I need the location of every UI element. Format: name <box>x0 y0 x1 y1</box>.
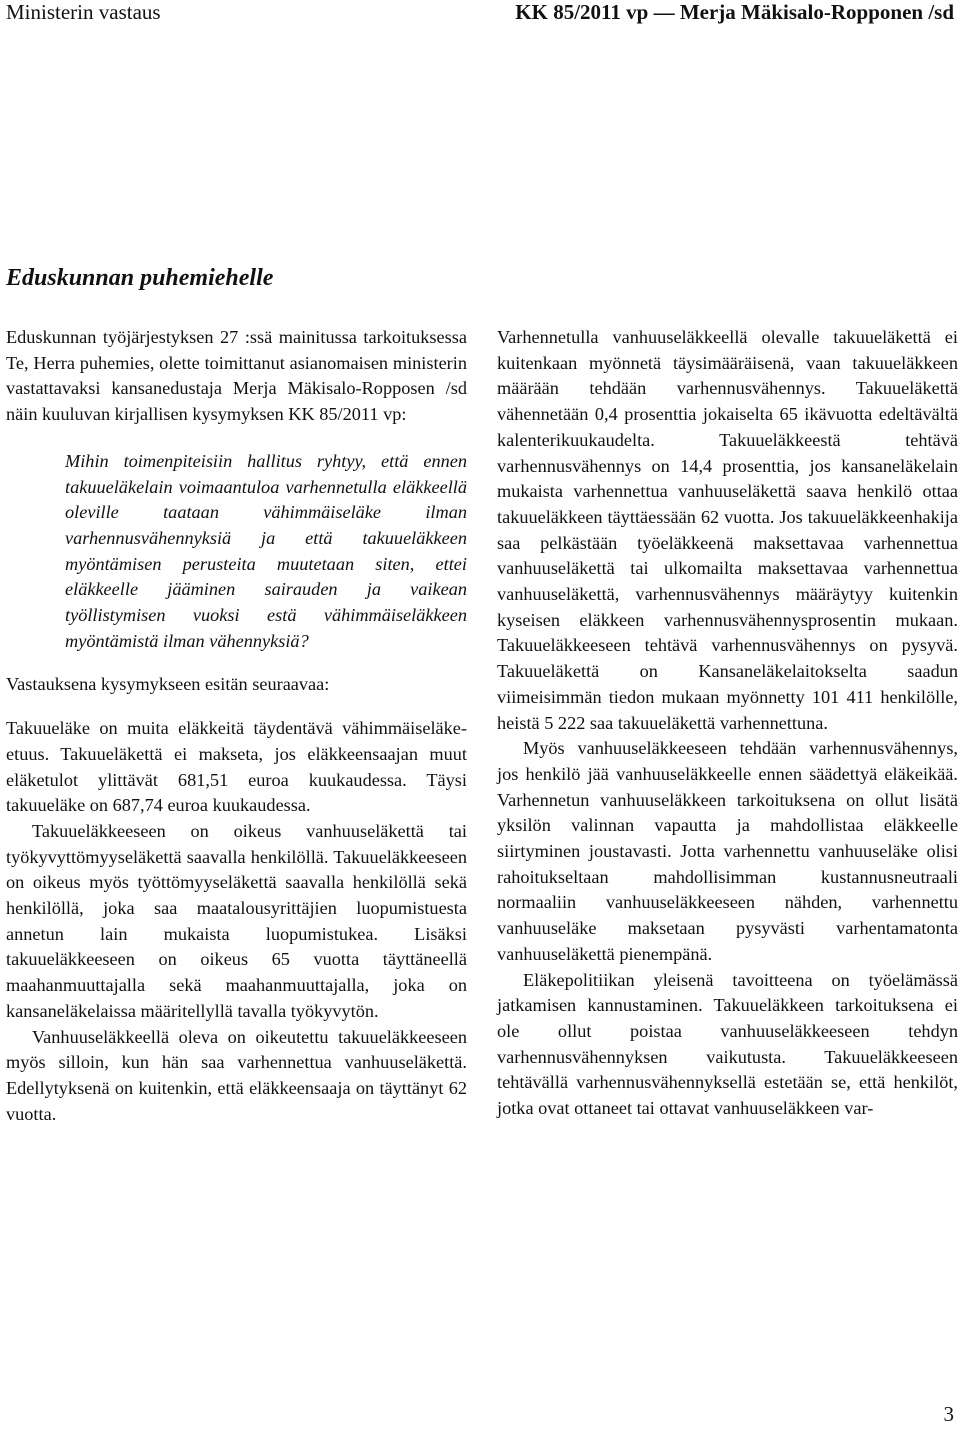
body-paragraph: Myös vanhuuseläkkeeseen tehdään varhennusvähennys, jos henkilö jää vanhuuseläkkeelle ennen säädettyä eläkeikää. Varhennetun vanhuuseläkkeen tarkoituksena on ollut lisätä yksilön valinnan vapautta ja mahdollistaa eläkkeelle siirtyminen joustavasti. Jotta varhennettu vanhuuseläke olisi rahoitukseltaan mahdollisimman kustannusneutraali normaaliin vanhuuseläkkeeseen nähden, varhennettu vanhuuseläke maksetaan pysyvästi varhentamatonta vanhuuseläkettä pienempänä. <box>497 738 958 964</box>
question-text: Mihin toimenpiteisiin hallitus ryhtyy, että ennen takuueläkelain voimaantuloa varhennetulla eläkkeellä oleville taataan vähimmäiseläke ilman varhennusvähennyksiä ja että takuueläkkeen myöntämisen perusteita muutetaan siten, ettei eläkkeelle jääminen sairauden ja vaikean työllistymisen vuoksi estä vähimmäiseläkkeen myöntämistä ilman vähennyksiä? <box>65 450 467 651</box>
right-column <box>497 325 958 1122</box>
left-column <box>6 325 467 1127</box>
body-paragraph: Eläkepolitiikan yleisenä tavoitteena on työelämässä jatkamisen kannustaminen. Takuueläkkeen tarkoituksena ei ole ollut poistaa vanhuuseläkkeeseen tehdyn varhennusvähennyksen vaikutusta. Takuueläkkeeseen tehtävällä varhennusvähennyksellä estetään se, että henkilöt, jotka ovat ottaneet tai ottavat vanhuuseläkkeen var- <box>497 969 958 1119</box>
running-header-left: Ministerin vastaus <box>6 0 161 24</box>
body-paragraph: Takuueläkkeeseen on oikeus vanhuuseläkettä tai työkyvyttömyyseläkettä saavalla henkilöllä. Takuueläkkeeseen on oikeus myös työttömyyseläkettä saavalla henkilöllä sekä henkilöllä, joka saa maatalousyrittäjien luopumistuesta annetun lain mukaista luopumistukea. Lisäksi takuueläkkeeseen on oikeus 65 vuotta täyttäneellä maahanmuuttajalla sekä maahanmuuttajalla, joka on kansaneläkelaissa määritellyllä tavalla työkyvytön. <box>6 820 467 1021</box>
intro-paragraph: Eduskunnan työjärjestyksen 27 :ssä mainitussa tarkoituksessa Te, Herra puhemies, olette toimittanut asianomaisen ministerin vastattavaksi kansanedustaja Merja Mäkisalo-Ropposen /sd näin kuuluvan kirjallisen kysymyksen KK 85/2011 vp: <box>6 327 467 425</box>
body-paragraph: Takuueläke on muita eläkkeitä täydentävä vähimmäiseläke-etuus. Takuueläkettä ei makseta, jos eläkkeensaajan muut eläketulot ylittävät 681,51 euroa kuukaudessa. Täysi takuueläke on 687,74 euroa kuukaudessa. <box>6 718 467 816</box>
document-title: Eduskunnan puhemiehelle <box>6 265 274 291</box>
running-header-right: KK 85/2011 vp — Merja Mäkisalo-Ropponen /sd <box>515 0 954 24</box>
page-number: 3 <box>943 1402 954 1426</box>
body-paragraph: Vanhuuseläkkeellä oleva on oikeutettu takuueläkkeeseen myös silloin, kun hän saa varhennettua vanhuuseläkettä. Edellytyksenä on kuitenkin, että eläkkeensaaja on täyttänyt 62 vuotta. <box>6 1026 467 1124</box>
body-paragraph: Varhennetulla vanhuuseläkkeellä olevalle takuueläkettä ei kuitenkaan myönnetä täysimääräisenä, vaan takuueläkkeen määrään tehdään varhennusvähennys. Takuueläkettä vähennetään 0,4 prosenttia jokaiselta 65 ikävuotta edeltävältä kalenterikuukaudelta. Takuueläkkeestä tehtävä varhennusvähennys on 14,4 prosenttia, jos kansaneläkelain mukaista varhennettua vanhuuseläkettä saava henkilö ottaa takuueläkkeen täyttäessään 62 vuotta. Jos takuueläkkeenhakija saa pelkästään työeläkkeenä maksettavaa varhennettua vanhuuseläkettä tai ulkomailta maksettavaa varhennettua vanhuuseläkettä, varhennusvähennys määräytyy kuitenkin kyseisen eläkkeen varhennusvähennysprosentin mukaan. Takuueläkkeeseen tehtävä varhennusvähennys on pysyvä. Takuueläkettä on Kansaneläkelaitokselta saadun viimeisimmän tiedon mukaan myönnetty 101 411 henkilölle, heistä 5 222 saa takuueläkettä varhennettuna. <box>497 327 958 733</box>
answer-lead: Vastauksena kysymykseen esitän seuraavaa: <box>6 674 330 695</box>
